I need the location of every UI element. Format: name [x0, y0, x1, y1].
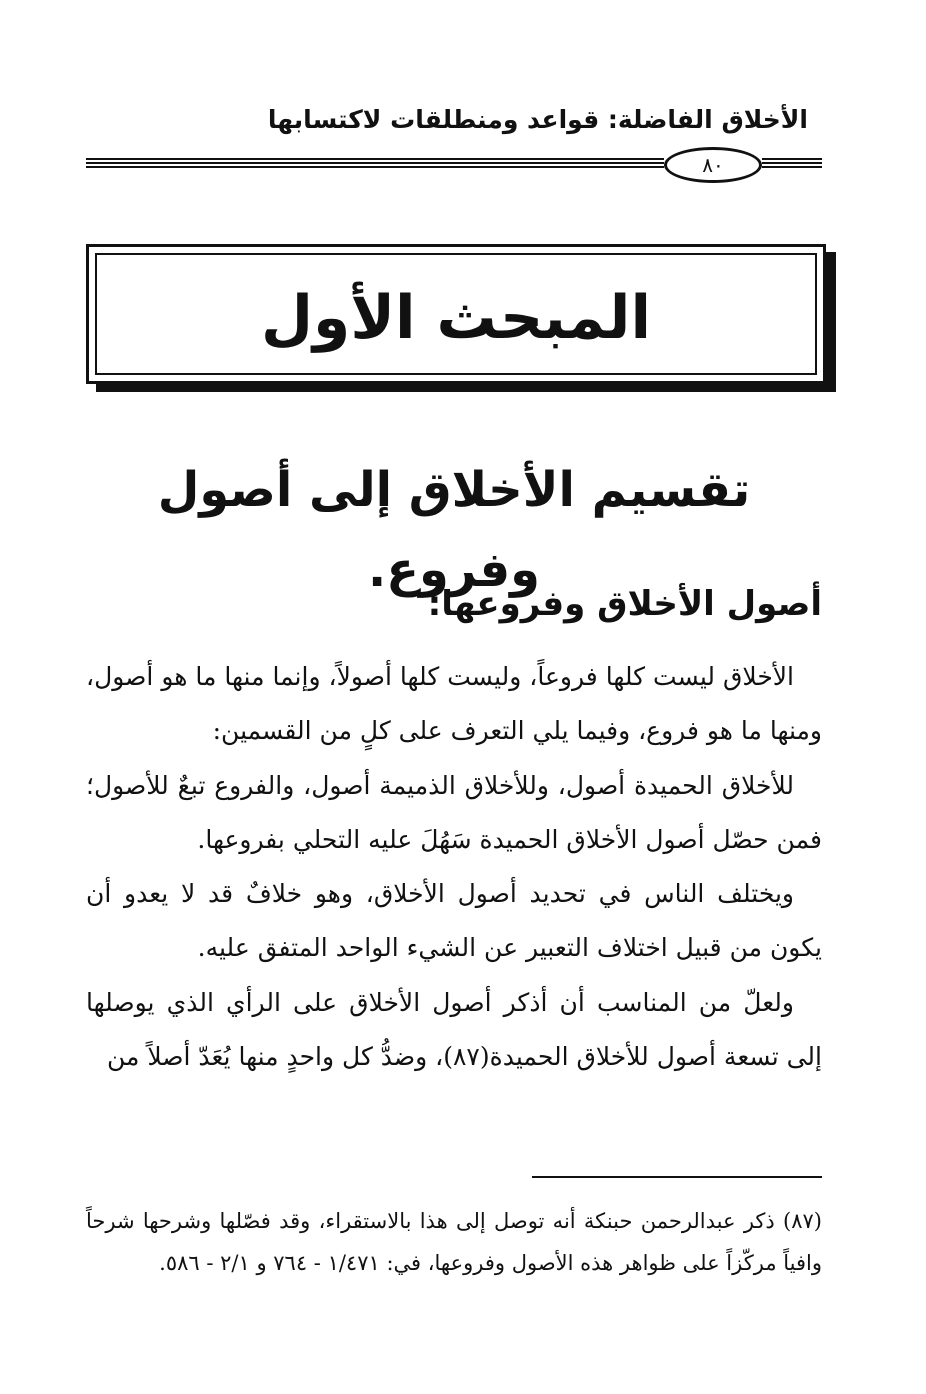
- subsection-heading: أصول الأخلاق وفروعها:: [427, 584, 822, 624]
- paragraph-1: الأخلاق ليست كلها فروعاً، وليست كلها أصولاً، وإنما منها ما هو أصول، ومنها ما هو فروع، وفيما يلي التعرف على كلٍ من القسمين:: [86, 662, 822, 746]
- paragraph-2: للأخلاق الحميدة أصول، وللأخلاق الذميمة أصول، والفروع تبعٌ للأصول؛ فمن حصّل أصول الأخلاق الحميدة سَهُلَ عليه التحلي بفروعها.: [86, 770, 822, 854]
- running-header: الأخلاق الفاضلة: قواعد ومنطلقات لاكتسابها: [267, 105, 808, 134]
- header-rule-right: [762, 158, 822, 170]
- chapter-title: المبحث الأول: [260, 283, 652, 353]
- header-rule-left: [86, 158, 664, 170]
- page-number: ٨٠: [664, 147, 762, 183]
- section-title: تقسيم الأخلاق إلى أصول وفروع.: [157, 462, 751, 598]
- chapter-title-frame: [95, 253, 817, 375]
- body-text: [86, 650, 822, 1084]
- footnote: [86, 1200, 822, 1284]
- footnote-separator: [532, 1176, 822, 1178]
- footnote-87: (٨٧) ذكر عبدالرحمن حبنكة أنه توصل إلى هذا بالاستقراء، وقد فصّلها وشرحها شرحاً وافياً مركّزاً على ظواهر هذه الأصول وفروعها، في: ١/٤٧١ - ٧٦٤ و ٢/١ - ٥٨٦.: [86, 1209, 822, 1275]
- chapter-title-box: [86, 244, 826, 384]
- paragraph-3: ويختلف الناس في تحديد أصول الأخلاق، وهو خلافٌ قد لا يعدو أن يكون من قبيل اختلاف التعبير عن الشيء الواحد المتفق عليه.: [86, 879, 822, 963]
- paragraph-4: ولعلّ من المناسب أن أذكر أصول الأخلاق على الرأي الذي يوصلها إلى تسعة أصول للأخلاق الحميدة(٨٧)، وضدُّ كل واحدٍ منها يُعَدّ أصلاً من: [86, 987, 822, 1072]
